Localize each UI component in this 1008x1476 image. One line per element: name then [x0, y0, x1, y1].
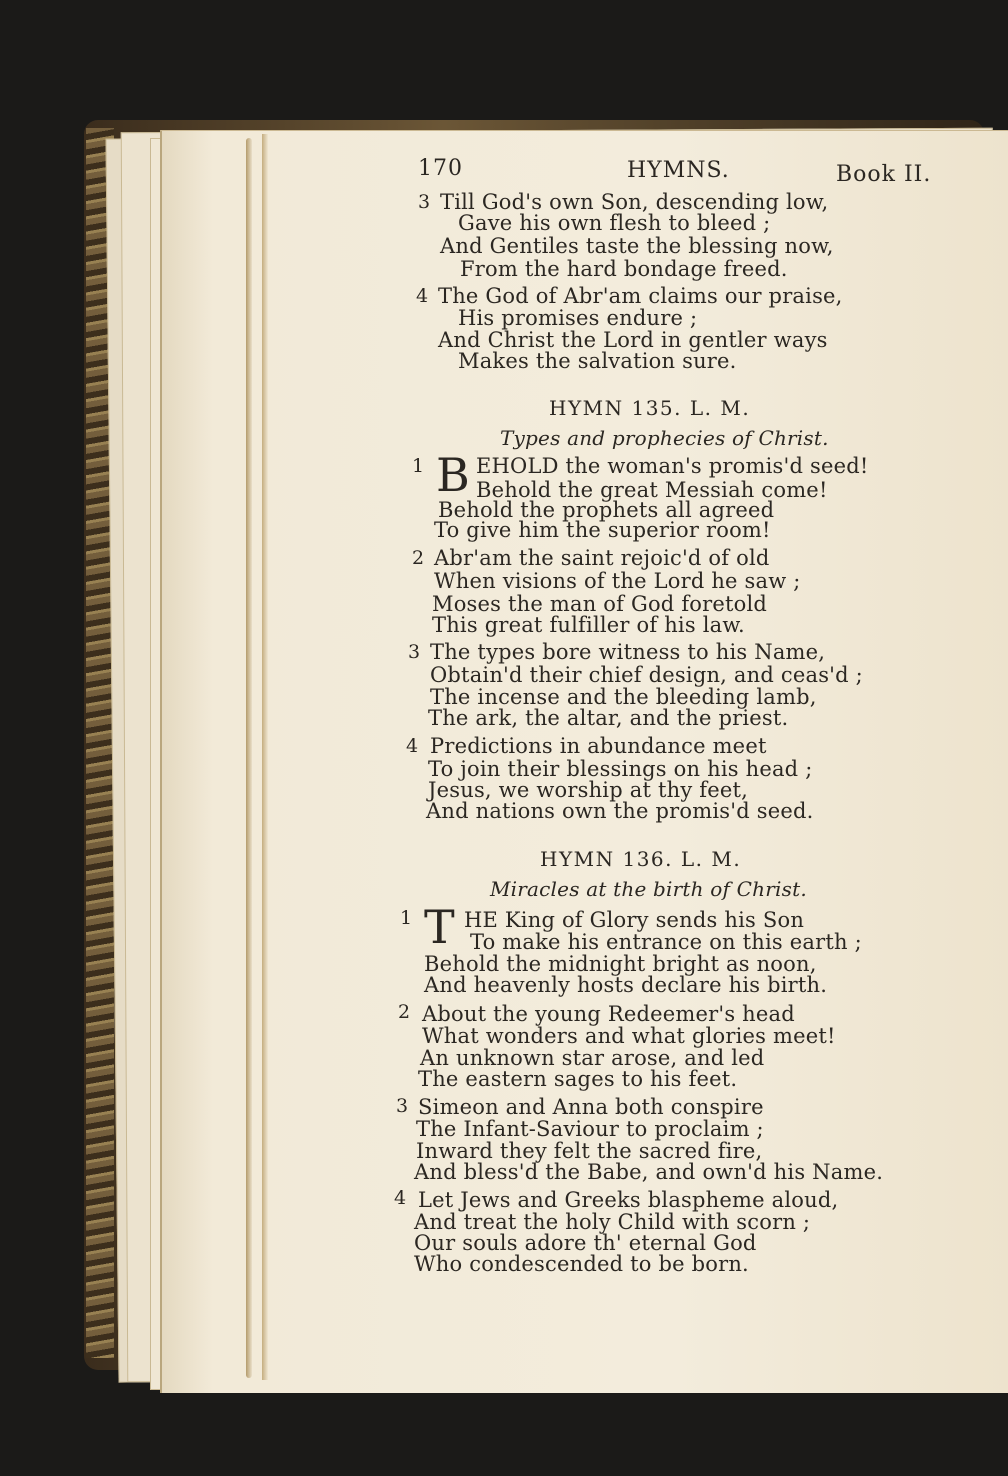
stanza-number: 1	[412, 455, 425, 477]
verse-line: Gave his own flesh to bleed ;	[458, 211, 771, 235]
verse-line: Abr'am the saint rejoic'd of old	[434, 546, 770, 570]
verse-line: Inward they felt the sacred fire,	[416, 1139, 763, 1163]
verse-line: The God of Abr'am claims our praise,	[438, 284, 843, 308]
stanza-number: 3	[408, 641, 421, 663]
verse-line: An unknown star arose, and led	[420, 1046, 765, 1070]
verse-line: What wonders and what glories meet!	[422, 1024, 836, 1048]
verse-line: His promises endure ;	[458, 306, 698, 330]
hymn-title: HYMN 136. L. M.	[540, 847, 742, 871]
drop-cap: T	[424, 900, 455, 954]
verse-line: This great fulfiller of his law.	[432, 613, 745, 637]
verse-line: Jesus, we worship at thy feet,	[428, 778, 749, 802]
page-number: 170	[418, 156, 463, 181]
verse-line: HE King of Glory sends his Son	[464, 908, 805, 932]
stanza-number: 2	[398, 1001, 411, 1023]
drop-cap: B	[436, 448, 471, 502]
stanza-number: 2	[412, 547, 425, 569]
verse-line: The types bore witness to his Name,	[430, 640, 826, 664]
verse-line: Who condescended to be born.	[414, 1252, 749, 1276]
verse-line: And nations own the promis'd seed.	[426, 799, 814, 823]
stanza-number: 3	[418, 191, 431, 213]
verse-line: To give him the superior room!	[434, 518, 771, 542]
verse-line: Simeon and Anna both conspire	[418, 1095, 764, 1119]
verse-line: And Christ the Lord in gentler ways	[438, 328, 828, 352]
verse-line: And heavenly hosts declare his birth.	[424, 973, 828, 997]
verse-line: Till God's own Son, descending low,	[440, 190, 829, 214]
stanza-number: 1	[400, 907, 413, 929]
stanza-number: 4	[406, 735, 419, 757]
verse-line: When visions of the Lord he saw ;	[434, 569, 801, 593]
verse-line: Behold the prophets all agreed	[438, 498, 775, 522]
verse-line: And bless'd the Babe, and own'd his Name.	[414, 1160, 884, 1184]
stanza-number: 4	[394, 1187, 407, 1209]
verse-line: Moses the man of God foretold	[432, 592, 768, 616]
verse-line: To join their blessings on his head ;	[428, 757, 813, 781]
verse-line: The incense and the bleeding lamb,	[430, 685, 817, 709]
verse-line: EHOLD the woman's promis'd seed!	[476, 454, 869, 478]
verse-line: Predictions in abundance meet	[430, 734, 767, 758]
verse-line: The Infant-Saviour to proclaim ;	[416, 1117, 764, 1141]
verse-line: Obtain'd their chief design, and ceas'd ;	[430, 663, 863, 687]
verse-line: Behold the midnight bright as noon,	[424, 952, 817, 976]
stanza-number: 4	[416, 285, 429, 307]
verse-line: Our souls adore th' eternal God	[414, 1231, 757, 1255]
hymn-subtitle: Types and prophecies of Christ.	[500, 426, 829, 450]
hymn-title: HYMN 135. L. M.	[549, 396, 751, 420]
verse-line: About the young Redeemer's head	[422, 1002, 795, 1026]
verse-line: The ark, the altar, and the priest.	[428, 706, 789, 730]
verse-line: Makes the salvation sure.	[458, 349, 737, 373]
hymn-subtitle: Miracles at the birth of Christ.	[490, 877, 807, 901]
verse-line: And treat the holy Child with scorn ;	[414, 1210, 811, 1234]
stanza-number: 3	[396, 1095, 409, 1117]
book-label: Book II.	[836, 162, 932, 187]
verse-line: Behold the great Messiah come!	[476, 478, 828, 502]
verse-line: From the hard bondage freed.	[460, 257, 788, 281]
verse-line: Let Jews and Greeks blaspheme aloud,	[418, 1188, 839, 1212]
running-title: HYMNS.	[627, 158, 730, 183]
verse-line: To make his entrance on this earth ;	[470, 930, 862, 954]
verse-line: And Gentiles taste the blessing now,	[440, 234, 834, 258]
verse-line: The eastern sages to his feet.	[418, 1067, 738, 1091]
